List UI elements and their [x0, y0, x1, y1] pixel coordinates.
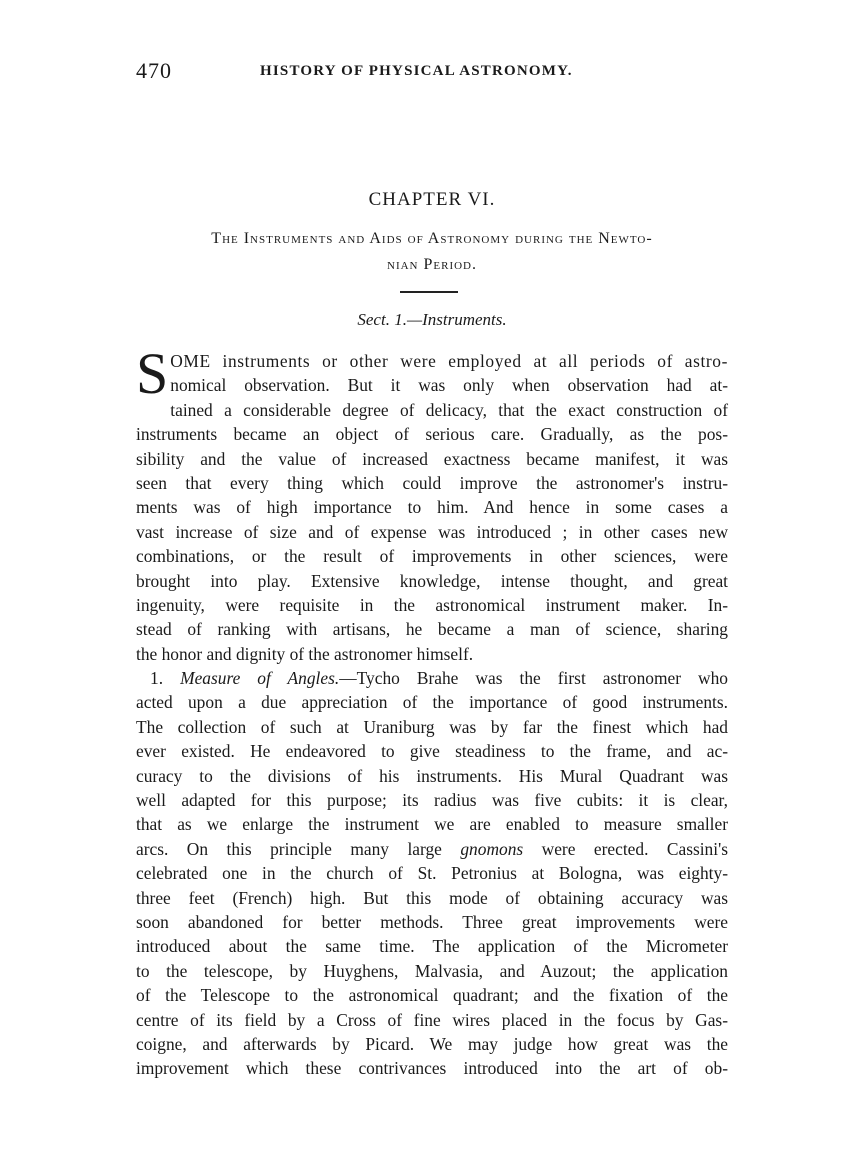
text-line: curacy to the divisions of his instruments. His Mural Quadrant was: [136, 765, 728, 786]
paragraph-italic-title: Measure of Angles.: [180, 668, 340, 689]
body-text: [136, 341, 729, 1081]
text-line: well adapted for this purpose; its radius was five cubits: it is clear,: [136, 790, 728, 811]
text-line: vast increase of size and of expense was introduced ; in other cases new: [136, 521, 728, 542]
text-line: combinations, or the result of improvements in other sciences, were: [136, 546, 728, 567]
drop-cap: S: [136, 341, 169, 406]
text-line: instruments became an object of serious care. Gradually, as the pos-: [136, 424, 728, 445]
text-line: of the Telescope to the astronomical quadrant; and the fixation of the: [136, 985, 728, 1006]
text-line: sibility and the value of increased exactness became manifest, it was: [136, 448, 728, 469]
chapter-subtitle: [136, 226, 728, 278]
text-line: ments was of high importance to him. And hence in some cases a: [136, 497, 728, 518]
paragraph-2: [136, 666, 728, 1081]
text-line: three feet (French) high. But this mode of obtaining accuracy was: [136, 887, 728, 908]
text-line: to the telescope, by Huyghens, Malvasia, and Auzout; the application: [136, 960, 728, 981]
gnomon-line-pre: arcs. On this principle many large: [136, 838, 461, 859]
text-line: that as we enlarge the instrument we are enabled to measure smaller: [136, 814, 728, 835]
text-line: improvement which these contrivances introduced into the art of ob-: [136, 1058, 728, 1079]
page-number: 470: [136, 58, 172, 83]
running-head: [136, 58, 736, 88]
section-label: Sect. 1.—: [357, 310, 423, 329]
gnomon-line-post: were erected. Cassini's: [523, 838, 728, 859]
running-title: HISTORY OF PHYSICAL ASTRONOMY.: [260, 63, 573, 79]
text-line: ingenuity, were requisite in the astronomical instrument maker. In-: [136, 594, 728, 615]
section-title: Instruments.: [422, 310, 507, 329]
paragraph-number: 1.: [150, 668, 181, 689]
text-line: the honor and dignity of the astronomer himself.: [136, 643, 474, 664]
text-line: celebrated one in the church of St. Petronius at Bologna, was eighty-: [136, 863, 728, 884]
chapter-heading: CHAPTER VI.: [368, 189, 496, 210]
section-heading: [136, 310, 728, 330]
section-divider-rule: [400, 291, 458, 293]
text-line-gnomons: [136, 837, 728, 861]
text-line: The collection of such at Uraniburg was by far the finest which had: [136, 716, 728, 737]
paragraph-2-first-line: [136, 666, 728, 690]
text-line: coigne, and afterwards by Picard. We may judge how great was the: [136, 1033, 728, 1054]
gnomons-word: gnomons: [460, 838, 524, 859]
chapter-subtitle-line-2: nian Period.: [387, 256, 477, 273]
chapter-subtitle-line-1: The Instruments and Aids of Astronomy during the Newto-: [211, 230, 653, 247]
text-line: ever existed. He endeavored to give steadiness to the frame, and ac-: [136, 741, 728, 762]
text-line: seen that every thing which could improve the astronomer's instru-: [136, 472, 728, 493]
paragraph-1: [136, 341, 728, 666]
text-line: OME instruments or other were employed at all periods of astro-: [170, 351, 728, 371]
text-line: soon abandoned for better methods. Three great improvements were: [136, 911, 728, 932]
text-line: nomical observation. But it was only when observation had at-: [170, 375, 728, 396]
paragraph-first-line-rest: —Tycho Brahe was the first astronomer who: [339, 668, 729, 689]
text-line: acted upon a due appreciation of the importance of good instruments.: [136, 692, 728, 713]
text-line: stead of ranking with artisans, he became a man of science, sharing: [136, 619, 728, 640]
text-line: brought into play. Extensive knowledge, intense thought, and great: [136, 570, 728, 591]
text-line: introduced about the same time. The application of the Micrometer: [136, 936, 728, 957]
text-line: tained a considerable degree of delicacy, that the exact construction of: [170, 399, 728, 420]
text-line: centre of its field by a Cross of fine wires placed in the focus by Gas-: [136, 1009, 728, 1030]
